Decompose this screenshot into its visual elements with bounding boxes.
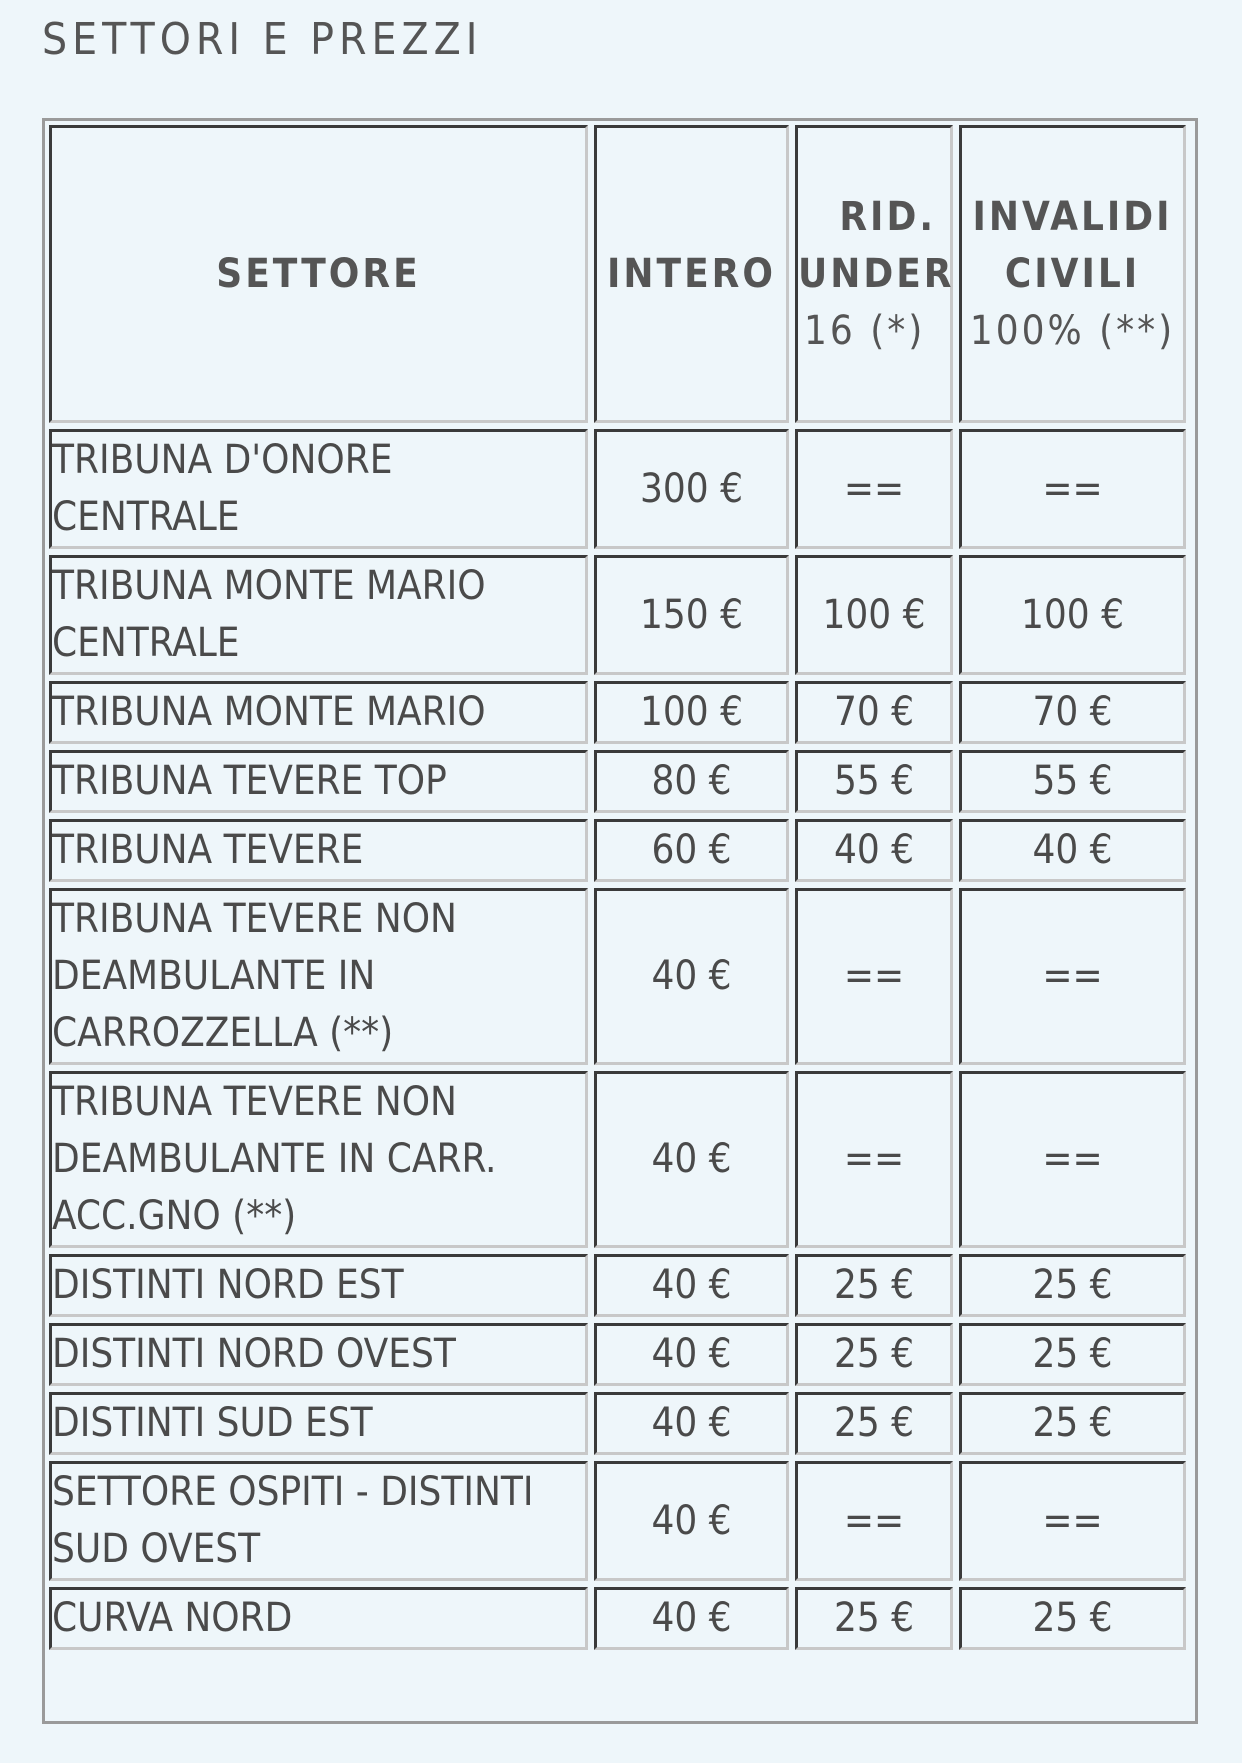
header-full-price: INTERO bbox=[594, 125, 789, 423]
table-row bbox=[49, 819, 1186, 882]
under16-price-cell: 100 € bbox=[795, 555, 953, 675]
header-invalid-line-3: 100% (**) bbox=[969, 307, 1176, 354]
sector-name-line: ACC.GNO (**) bbox=[52, 1193, 297, 1239]
under16-price-cell: 25 € bbox=[795, 1323, 953, 1386]
invalid-price-cell: == bbox=[959, 1071, 1186, 1248]
sector-cell bbox=[49, 819, 588, 882]
header-under16-line-3: 16 (*) bbox=[804, 307, 926, 354]
under16-price-cell: 25 € bbox=[795, 1587, 953, 1650]
full-price-cell: 40 € bbox=[594, 1254, 789, 1317]
sector-cell bbox=[49, 681, 588, 744]
price-table-frame bbox=[42, 118, 1198, 1724]
price-table-body bbox=[49, 429, 1186, 1650]
under16-price-cell: == bbox=[795, 1071, 953, 1248]
under16-price-cell: 25 € bbox=[795, 1392, 953, 1455]
under16-price-cell: 70 € bbox=[795, 681, 953, 744]
invalid-price-cell: 55 € bbox=[959, 750, 1186, 813]
full-price-cell: 80 € bbox=[594, 750, 789, 813]
full-price-cell: 40 € bbox=[594, 1461, 789, 1581]
table-row bbox=[49, 681, 1186, 744]
price-table bbox=[43, 119, 1192, 1656]
sector-cell bbox=[49, 1461, 588, 1581]
sector-cell bbox=[49, 555, 588, 675]
sector-name-line: TRIBUNA TEVERE bbox=[52, 827, 364, 873]
header-under16 bbox=[795, 125, 953, 423]
sector-cell bbox=[49, 1392, 588, 1455]
table-row bbox=[49, 750, 1186, 813]
sector-name-line: DISTINTI NORD EST bbox=[52, 1262, 404, 1308]
sector-name-line: TRIBUNA TEVERE NON bbox=[52, 1079, 457, 1125]
table-row bbox=[49, 1587, 1186, 1650]
sector-cell bbox=[49, 1071, 588, 1248]
sector-cell bbox=[49, 750, 588, 813]
invalid-price-cell: 100 € bbox=[959, 555, 1186, 675]
sector-cell bbox=[49, 888, 588, 1065]
sector-name-line: DISTINTI NORD OVEST bbox=[52, 1331, 456, 1377]
sector-name-line: TRIBUNA D'ONORE bbox=[52, 437, 393, 483]
header-invalid-line-2: CIVILI bbox=[1004, 250, 1141, 297]
sector-name-line: TRIBUNA MONTE MARIO bbox=[52, 689, 486, 735]
header-invalid-line-1: INVALIDI bbox=[972, 193, 1173, 240]
invalid-price-cell: 40 € bbox=[959, 819, 1186, 882]
page-title: SETTORI E PREZZI bbox=[42, 14, 483, 65]
under16-price-cell: == bbox=[795, 429, 953, 549]
sector-cell bbox=[49, 1254, 588, 1317]
full-price-cell: 40 € bbox=[594, 1392, 789, 1455]
header-invalid bbox=[959, 125, 1186, 423]
table-row bbox=[49, 429, 1186, 549]
under16-price-cell: == bbox=[795, 888, 953, 1065]
full-price-cell: 150 € bbox=[594, 555, 789, 675]
under16-price-cell: 25 € bbox=[795, 1254, 953, 1317]
under16-price-cell: == bbox=[795, 1461, 953, 1581]
invalid-price-cell: == bbox=[959, 888, 1186, 1065]
sector-name-line: SETTORE OSPITI - DISTINTI bbox=[52, 1469, 534, 1515]
sector-name-line: TRIBUNA TEVERE NON bbox=[52, 896, 457, 942]
invalid-price-cell: == bbox=[959, 429, 1186, 549]
table-row bbox=[49, 1392, 1186, 1455]
sector-cell bbox=[49, 1587, 588, 1650]
sector-name-line: TRIBUNA TEVERE TOP bbox=[52, 758, 447, 804]
table-header-row bbox=[49, 125, 1186, 423]
sector-name-line: CARROZZELLA (**) bbox=[52, 1010, 394, 1056]
table-row bbox=[49, 1461, 1186, 1581]
table-row bbox=[49, 1323, 1186, 1386]
invalid-price-cell: 70 € bbox=[959, 681, 1186, 744]
header-sector: SETTORE bbox=[49, 125, 588, 423]
invalid-price-cell: 25 € bbox=[959, 1392, 1186, 1455]
invalid-price-cell: 25 € bbox=[959, 1323, 1186, 1386]
full-price-cell: 300 € bbox=[594, 429, 789, 549]
under16-price-cell: 40 € bbox=[795, 819, 953, 882]
invalid-price-cell: == bbox=[959, 1461, 1186, 1581]
sector-cell bbox=[49, 429, 588, 549]
header-under16-line-1: RID. bbox=[839, 193, 936, 240]
full-price-cell: 60 € bbox=[594, 819, 789, 882]
sector-name-line: DEAMBULANTE IN CARR. bbox=[52, 1136, 497, 1182]
sector-name-line: CENTRALE bbox=[52, 620, 240, 666]
sector-name-line: SUD OVEST bbox=[52, 1526, 261, 1572]
full-price-cell: 40 € bbox=[594, 1323, 789, 1386]
header-under16-line-2: UNDER bbox=[798, 250, 955, 297]
sector-name-line: TRIBUNA MONTE MARIO bbox=[52, 563, 486, 609]
table-row bbox=[49, 1071, 1186, 1248]
table-row bbox=[49, 888, 1186, 1065]
under16-price-cell: 55 € bbox=[795, 750, 953, 813]
full-price-cell: 100 € bbox=[594, 681, 789, 744]
full-price-cell: 40 € bbox=[594, 888, 789, 1065]
sector-name-line: CURVA NORD bbox=[52, 1595, 293, 1641]
table-row bbox=[49, 555, 1186, 675]
sector-name-line: DEAMBULANTE IN bbox=[52, 953, 376, 999]
table-row bbox=[49, 1254, 1186, 1317]
invalid-price-cell: 25 € bbox=[959, 1254, 1186, 1317]
sector-name-line: DISTINTI SUD EST bbox=[52, 1400, 373, 1446]
full-price-cell: 40 € bbox=[594, 1071, 789, 1248]
sector-name-line: CENTRALE bbox=[52, 494, 240, 540]
invalid-price-cell: 25 € bbox=[959, 1587, 1186, 1650]
full-price-cell: 40 € bbox=[594, 1587, 789, 1650]
sector-cell bbox=[49, 1323, 588, 1386]
